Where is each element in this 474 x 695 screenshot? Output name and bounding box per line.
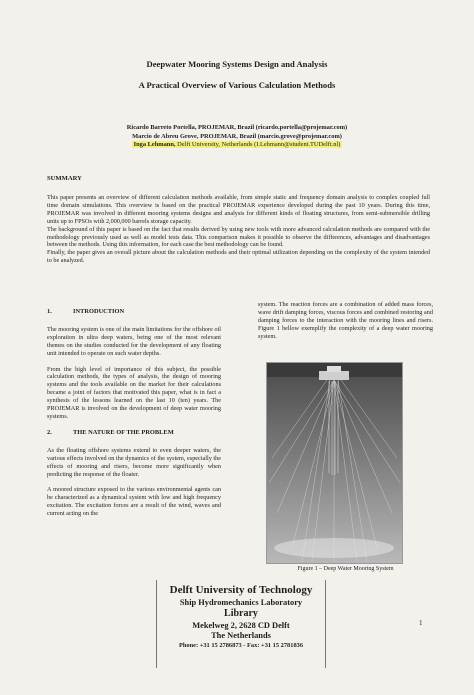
right-column bbox=[258, 301, 433, 341]
author-block bbox=[0, 124, 474, 150]
section-2-number: 2. bbox=[47, 428, 52, 436]
summary-body bbox=[47, 194, 430, 265]
author-3-name: Inga Lehmann, bbox=[133, 141, 176, 149]
section-1-paragraph-1: The mooring system is one of the main limitations for the offshore oil exploration in ultra deep waters, being one of the most relevant themes on the studies conducted for the development of any floating unit intended to operate on such water depths. bbox=[47, 325, 221, 357]
author-1: Ricardo Barreto Portella, PROJEMAR, Brazil (ricardo.portella@projemar.com) bbox=[126, 124, 348, 131]
section-1-heading bbox=[47, 308, 221, 316]
highlighted-author bbox=[132, 141, 343, 148]
section-1-number: 1. bbox=[47, 308, 52, 315]
page-number: 1 bbox=[419, 619, 423, 627]
author-3-affiliation: Delft University, Netherlands (I.Lehmann@student.TUDelft.nl) bbox=[175, 141, 341, 149]
stamp-university: Delft University of Technology bbox=[169, 584, 313, 596]
summary-heading: SUMMARY bbox=[47, 175, 82, 182]
library-stamp bbox=[156, 580, 326, 668]
section-1-title: INTRODUCTION bbox=[73, 308, 125, 315]
author-line-2 bbox=[0, 133, 474, 142]
figure-caption: Figure 1 – Deep Water Mooring System bbox=[297, 566, 394, 572]
summary-paragraph-2: The background of this paper is based on the fact that results derived by using new tools with more advanced calculation methods are compared with the methodology previously used as well as model tests data. This comparison makes it possible to observe the differences, advantages and disadvantages between the methods. Using this information, for each case the best methodology can be found. bbox=[47, 225, 430, 249]
stamp-address: Mekelweg 2, 2628 CD Delft bbox=[192, 621, 290, 630]
section-2-paragraph-1: As the floating offshore systems extend to even deeper waters, the various effects involved on the dynamics of the system, especially the effects of mooring and risers, become more significantly when predicting the response of the floater. bbox=[47, 446, 221, 478]
stamp-laboratory: Ship Hydromechanics Laboratory bbox=[179, 598, 303, 607]
summary-paragraph-1: This paper presents an overview of different calculation methods available, from simple static and frequency domain analysis to complex coupled full time domain simulations. This overview is based on the practical PROJEMAR experience developed during the past 10 years. During this time, PROJEMAR was involved in different mooring systems designs and analysis for different kinds of floating structures, from semi-submersible drilling units up to FPSOs with 2,000,000 barrels storage capacity. bbox=[47, 194, 430, 225]
paper-subtitle: A Practical Overview of Various Calculation Methods bbox=[138, 80, 336, 90]
summary-paragraph-3: Finally, the paper gives an overall picture about the calculation methods and their optimal utilization depending on the complexity of the system intended to be analyzed. bbox=[47, 249, 430, 265]
section-2-paragraph-2: A moored structure exposed to the various environmental agents can be characterized as a dynamical system with low and high frequency excitation. The excitation forces are a result of the wind, waves and current acting on the bbox=[47, 486, 221, 518]
section-2-title: THE NATURE OF THE PROBLEM bbox=[73, 428, 174, 436]
section-1-paragraph-2: From the high level of importance of this subject, the possible calculation methods, the types of analysis, the design of mooring systems and the tools available on the market for their calculations became a joint of factors that motivated this paper, what is in fact a synthesis of the lessons learned on the last 10 (ten) years. The PROJEMAR is involved on the development of deep water mooring systems. bbox=[47, 365, 221, 420]
author-2: Marcio de Abreu Grove, PROJEMAR, Brazil (marcio.grove@projemar.com) bbox=[132, 132, 342, 140]
stamp-country: The Netherlands bbox=[211, 631, 271, 640]
stamp-phone: Phone: +31 15 2786873 - Fax: +31 15 2781836 bbox=[178, 642, 304, 649]
mooring-system-figure bbox=[266, 362, 403, 564]
mooring-illustration bbox=[267, 363, 402, 563]
author-line-1 bbox=[0, 124, 474, 133]
paper-title: Deepwater Mooring Systems Design and Analysis bbox=[146, 59, 328, 69]
left-column bbox=[47, 308, 221, 526]
section-2-heading bbox=[47, 429, 221, 437]
author-line-3 bbox=[0, 141, 474, 150]
right-column-paragraph: system. The reaction forces are a combination of added mass forces, wave drift damping forces, viscous forces and combined restoring and damping forces to the interaction with the mooring lines and risers. Figure 1 bellow exemplify the complexity of a deep water mooring system. bbox=[258, 301, 433, 340]
stamp-library: Library bbox=[224, 608, 258, 619]
